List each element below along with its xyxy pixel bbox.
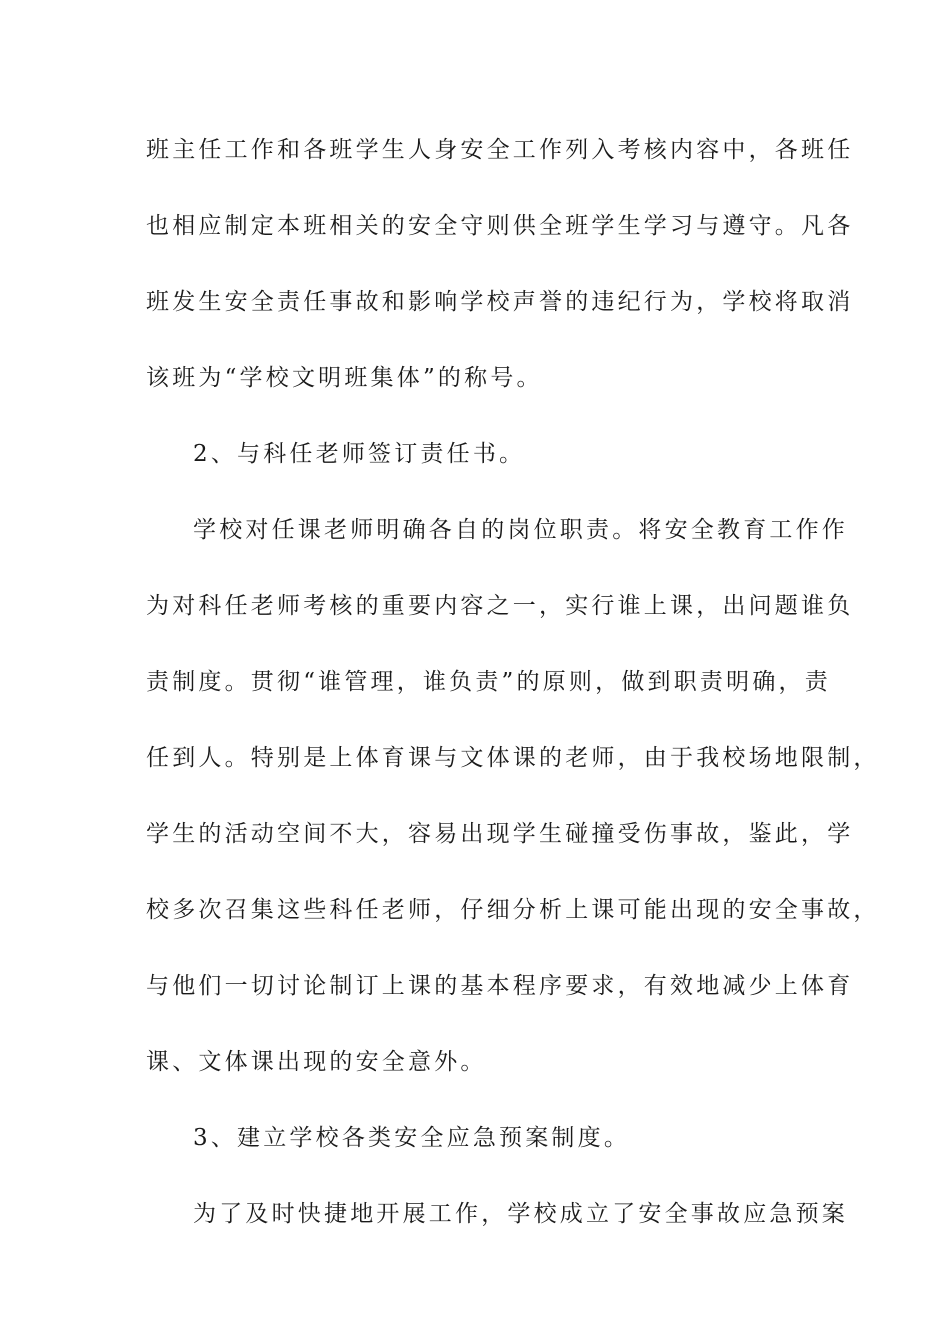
text-line: 也相应制定本班相关的安全守则供全班学生学习与遵守。凡各 [146, 213, 854, 239]
text-line: 该班为“学校文明班集体”的称号。 [146, 365, 543, 391]
section-heading-3: 3、建立学校各类安全应急预案制度。 [193, 1125, 631, 1151]
text-line: 责制度。贯彻“谁管理，谁负责”的原则，做到职责明确，责 [146, 669, 831, 695]
section-heading-2: 2、与科任老师签订责任书。 [193, 441, 526, 467]
text-line: 为对科任老师考核的重要内容之一，实行谁上课，出问题谁负 [146, 593, 854, 619]
text-line: 校多次召集这些科任老师，仔细分析上课可能出现的安全事故， [146, 897, 880, 923]
text-line: 班主任工作和各班学生人身安全工作列入考核内容中，各班任 [146, 137, 854, 163]
text-line: 班发生安全责任事故和影响学校声誉的违纪行为，学校将取消 [146, 289, 854, 315]
text-line: 学生的活动空间不大，容易出现学生碰撞受伤事故，鉴此，学 [146, 821, 854, 847]
text-line: 与他们一切讨论制订上课的基本程序要求，有效地减少上体育 [146, 973, 854, 999]
text-line: 任到人。特别是上体育课与文体课的老师，由于我校场地限制， [146, 745, 880, 771]
text-line: 课、文体课出现的安全意外。 [146, 1049, 487, 1075]
text-line: 学校对任课老师明确各自的岗位职责。将安全教育工作作 [193, 517, 848, 543]
text-line: 为了及时快捷地开展工作，学校成立了安全事故应急预案 [193, 1201, 848, 1227]
